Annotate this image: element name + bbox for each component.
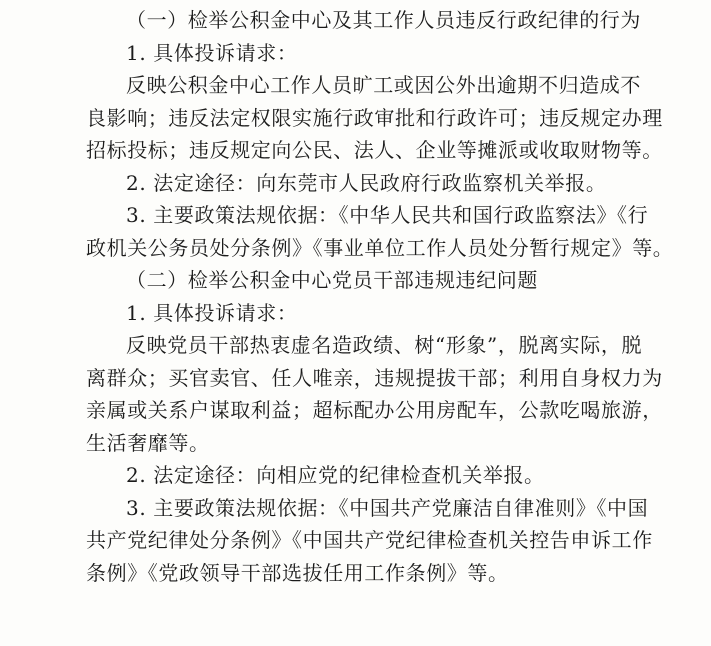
section-2-item-2: 2. 法定途径：向相应党的纪律检查机关举报。 xyxy=(126,463,545,487)
section-1-heading: （一）检举公积金中心及其工作人员违反行政纪律的行为 xyxy=(126,8,641,32)
section-2-item-3-line-2: 共产党纪律处分条例》《中国共产党纪律检查机关控告申诉工作 xyxy=(86,528,653,552)
section-1-item-3-line-2: 政机关公务员处分条例》《事业单位工作人员处分暂行规定》等。 xyxy=(86,235,674,260)
section-2-item-1-label: 1. 具体投诉请求： xyxy=(126,300,298,325)
section-1-item-3-line-1: 3. 主要政策法规依据：《中华人民共和国行政监察法》《行 xyxy=(126,203,649,227)
section-1-item-1-line-2: 良影响；违反法定权限实施行政审批和行政许可；违反规定办理 xyxy=(86,105,663,130)
section-1-item-1-line-3: 招标投标；违反规定向公民、法人、企业等摊派或收取财物等。 xyxy=(86,138,663,162)
section-1-item-1-line-1: 反映公积金中心工作人员旷工或因公外出逾期不归造成不 xyxy=(126,73,641,97)
section-2-item-1-line-3: 亲属或关系户谋取利益；超标配办公用房配车，公款吃喝旅游， xyxy=(86,398,663,422)
section-2-item-1-line-1: 反映党员干部热衷虚名造政绩、树“形象”，脱离实际，脱 xyxy=(126,333,643,357)
section-2-item-3-line-1: 3. 主要政策法规依据：《中国共产党廉洁自律准则》《中国 xyxy=(126,495,649,520)
section-1-item-2: 2. 法定途径：向东莞市人民政府行政监察机关举报。 xyxy=(126,170,607,195)
section-2-item-1-line-2: 离群众；买官卖官、任人唯亲，违规提拔干部；利用自身权力为 xyxy=(86,365,663,390)
section-2-item-1-line-4: 生活奢靡等。 xyxy=(86,430,210,455)
section-1-item-1-label: 1. 具体投诉请求： xyxy=(126,40,298,65)
section-2-heading: （二）检举公积金中心党员干部违规违纪问题 xyxy=(126,268,538,292)
section-2-item-3-line-3: 条例》《党政领导干部选拔任用工作条例》等。 xyxy=(86,560,509,585)
